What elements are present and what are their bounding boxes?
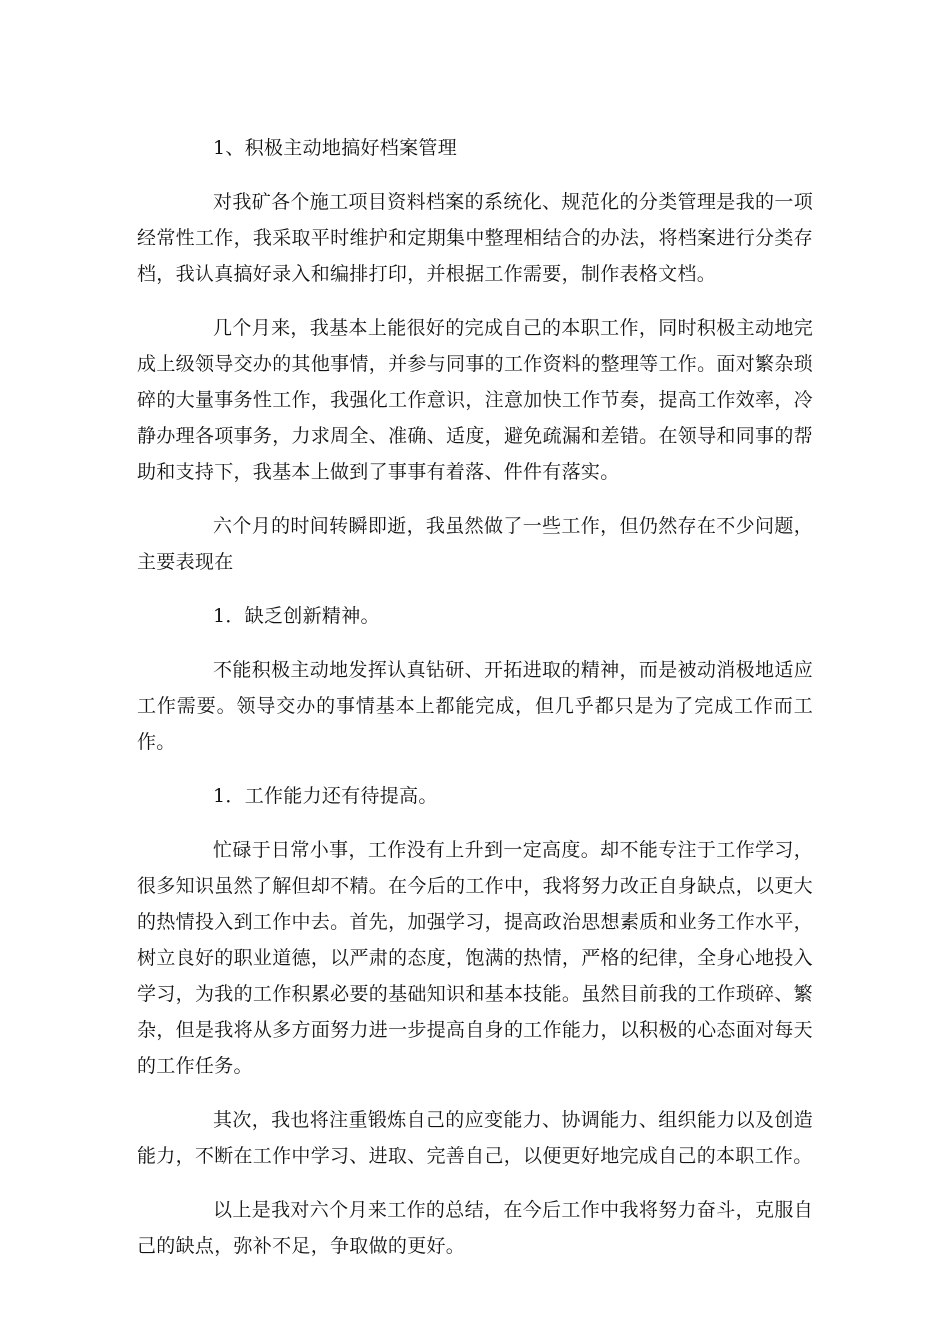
section-heading-archive-management: 1、积极主动地搞好档案管理	[213, 137, 457, 159]
paragraph-conclusion: 以上是我对六个月来工作的总结，在今后工作中我将努力奋斗，克服自己的缺点，弥补不足，争取做的更好。	[137, 1199, 813, 1257]
paragraph-secondly: 其次，我也将注重锻炼自己的应变能力、协调能力、组织能力以及创造能力，不断在工作中学习、进取、完善自己，以便更好地完成自己的本职工作。	[137, 1109, 813, 1167]
paragraph-ability: 忙碌于日常小事，工作没有上升到一定高度。却不能专注于工作学习，很多知识虽然了解但却不精。在今后的工作中，我将努力改正自身缺点，以更大的热情投入到工作中去。首先，加强学习，提高政治思想素质和业务工作水平，树立良好的职业道德，以严肃的态度，饱满的热情，严格的纪律，全身心地投入学习，为我的工作积累必要的基础知识和基本技能。虽然目前我的工作琐碎、繁杂，但是我将从多方面努力进一步提高自身的工作能力，以积极的心态面对每天的工作任务。	[137, 839, 813, 1077]
section-heading-innovation: 1．缺乏创新精神。	[213, 605, 380, 627]
document-body	[137, 130, 813, 1282]
paragraph-innovation: 不能积极主动地发挥认真钻研、开拓进取的精神，而是被动消极地适应工作需要。领导交办的事情基本上都能完成，但几乎都只是为了完成工作而工作。	[137, 659, 813, 753]
paragraph-recent-months: 几个月来，我基本上能很好的完成自己的本职工作，同时积极主动地完成上级领导交办的其他事情，并参与同事的工作资料的整理等工作。面对繁杂琐碎的大量事务性工作，我强化工作意识，注意加快工作节奏，提高工作效率，冷静办理各项事务，力求周全、准确、适度，避免疏漏和差错。在领导和同事的帮助和支持下，我基本上做到了事事有着落、件件有落实。	[137, 317, 813, 483]
section-heading-ability: 1．工作能力还有待提高。	[213, 785, 438, 807]
paragraph-problems-intro: 六个月的时间转瞬即逝，我虽然做了一些工作，但仍然存在不少问题，主要表现在	[137, 515, 813, 573]
paragraph-archive-work: 对我矿各个施工项目资料档案的系统化、规范化的分类管理是我的一项经常性工作，我采取平时维护和定期集中整理相结合的办法，将档案进行分类存档，我认真搞好录入和编排打印，并根据工作需要，制作表格文档。	[137, 191, 813, 285]
